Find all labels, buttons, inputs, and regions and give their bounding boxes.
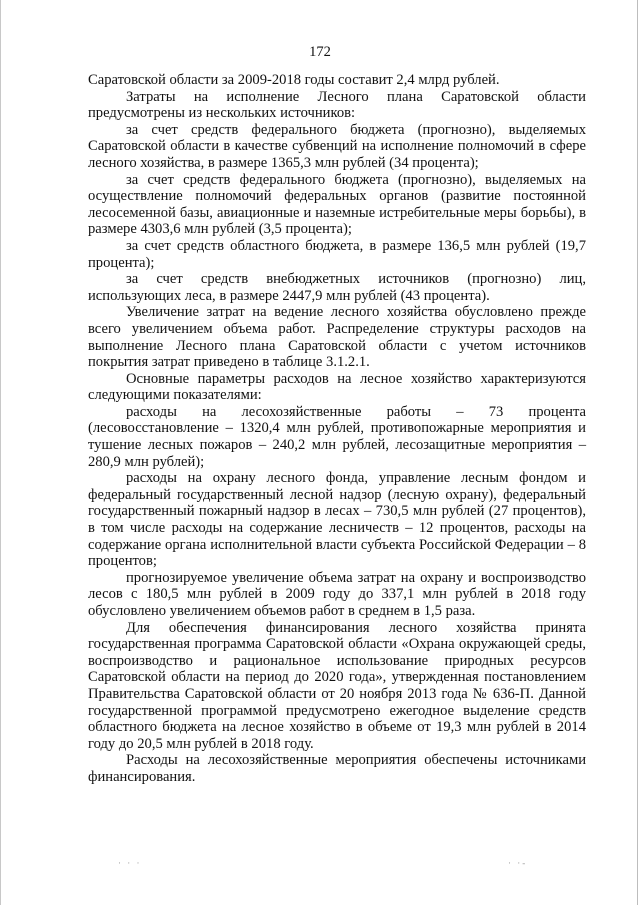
paragraph: Затраты на исполнение Лесного плана Саратовской области предусмотрены из нескольких источников: (88, 88, 586, 122)
paragraph: расходы на охрану лесного фонда, управление лесным фондом и федеральный государственный лесной надзор (лесную охрану), федеральный государственный пожарный надзор в лесах – 730,5 млн рублей (27 процентов), в том числе расходы на содержание лесничеств – 12 процентов, расходы на содержание органа исполнительной власти субъекта Российской Федерации – 8 процентов; (88, 470, 586, 570)
paragraph: за счет средств внебюджетных источников (прогнозно) лиц, использующих леса, в размере 2447,9 млн рублей (43 процента). (88, 271, 586, 304)
paragraph: Основные параметры расходов на лесное хозяйство характеризуются следующими показателями: (88, 370, 586, 404)
body-text (88, 72, 586, 786)
paragraph: расходы на лесохозяйственные работы – 73 процента (лесовосстановление – 1320,4 млн рублей, противопожарные мероприятия и тушение лесных пожаров – 240,2 млн рублей, лесозащитные мероприятия – 280,9 млн рублей); (88, 403, 586, 470)
scan-edge-left (0, 0, 1, 905)
scan-mark-right: · ·- (508, 858, 528, 868)
page-number: 172 (309, 44, 331, 60)
paragraph: за счет средств областного бюджета, в размере 136,5 млн рублей (19,7 процента); (88, 237, 586, 271)
scan-mark-left: · · · (118, 858, 142, 868)
paragraph: за счет средств федерального бюджета (прогнозно), выделяемых на осуществление полномочий федеральных органов (развитие постоянной лесосеменной базы, авиационные и наземные истребительные меры борьбы), в размере 4303,6 млн рублей (3,5 процента); (88, 171, 586, 238)
scan-edge-right (637, 0, 638, 905)
paragraph: Расходы на лесохозяйственные мероприятия обеспечены источниками финансирования. (88, 752, 586, 785)
paragraph: Увеличение затрат на ведение лесного хозяйства обусловлено прежде всего увеличением объема работ. Распределение структуры расходов на выполнение Лесного плана Саратовской области с учетом источников покрытия затрат приведено в таблице 3.1.2.1. (88, 304, 586, 371)
paragraph: прогнозируемое увеличение объема затрат на охрану и воспроизводство лесов с 180,5 млн рублей в 2009 году до 337,1 млн рублей в 2018 году обусловлено увеличением объемов работ в среднем в 1,5 раза. (88, 569, 586, 619)
paragraph: Саратовской области за 2009-2018 годы составит 2,4 млрд рублей. (88, 72, 500, 88)
paragraph: Для обеспечения финансирования лесного хозяйства принята государственная программа Саратовской области «Охрана окружающей среды, воспроизводство и рациональное использование природных ресурсов Саратовской области на период до 2020 года», утвержденная постановлением Правительства Саратовской области от 20 ноября 2013 года № 636-П. Данной государственной программой предусмотрено ежегодное выделение средств областного бюджета на лесное хозяйство в объеме от 19,3 млн рублей в 2014 году до 20,5 млн рублей в 2018 году. (88, 619, 586, 752)
paragraph: за счет средств федерального бюджета (прогнозно), выделяемых Саратовской области в качестве субвенций на исполнение полномочий в сфере лесного хозяйства, в размере 1365,3 млн рублей (34 процента); (88, 121, 586, 171)
